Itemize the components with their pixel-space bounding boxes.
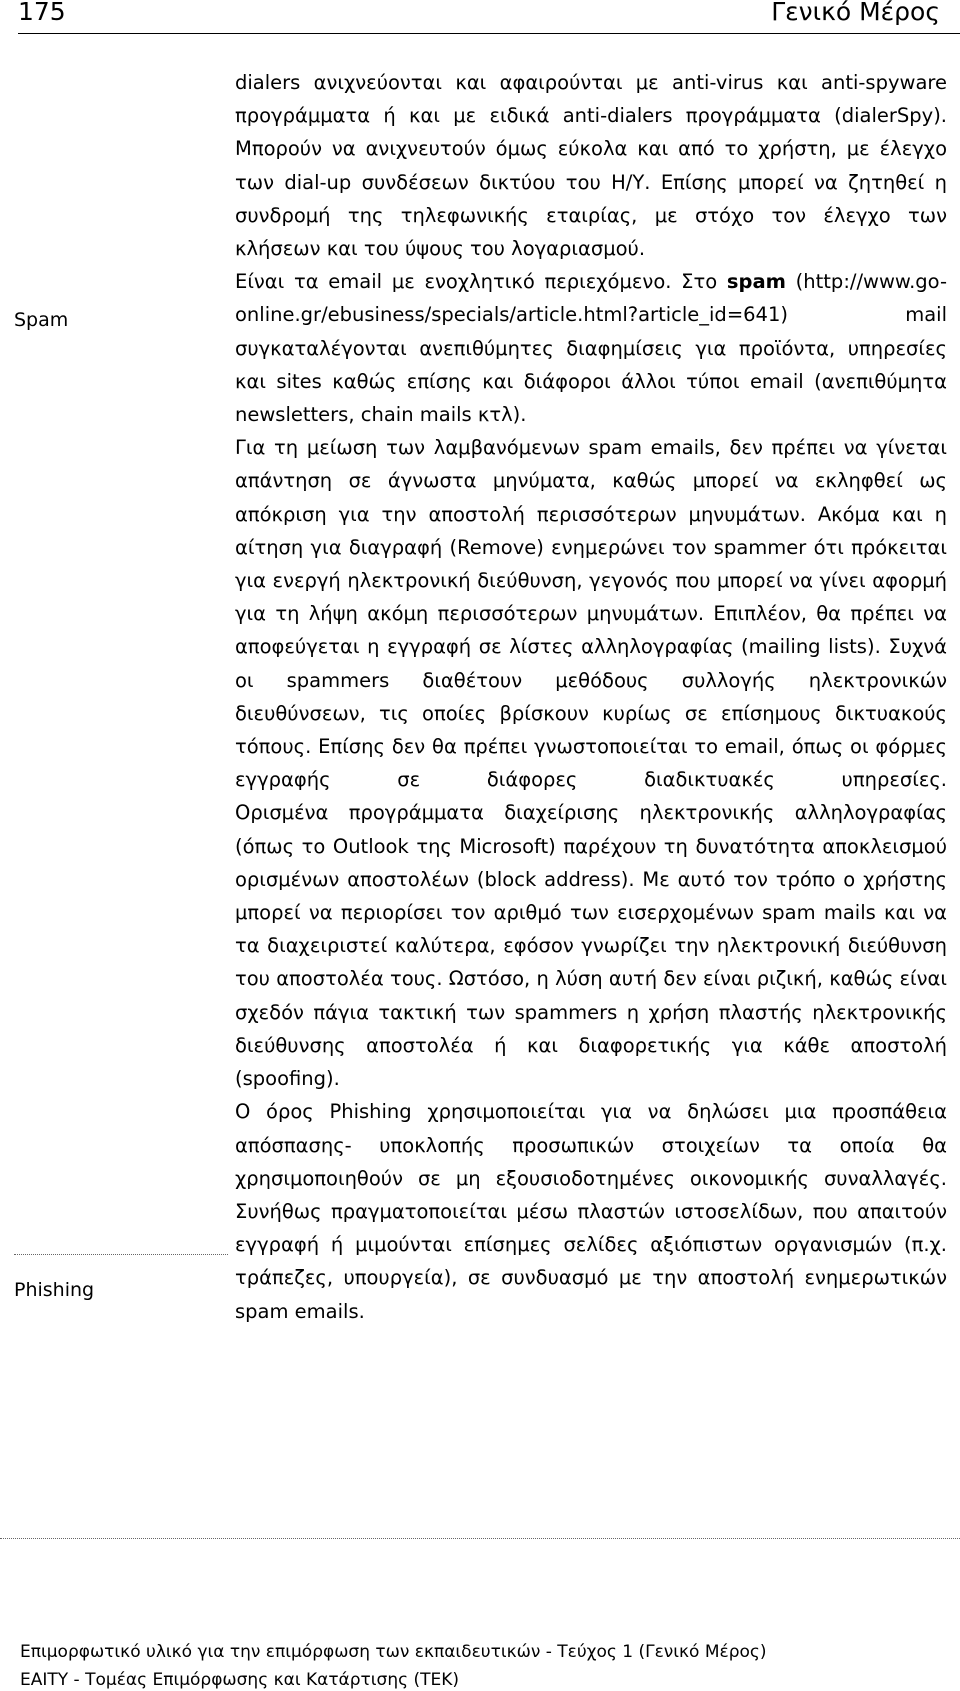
margin-label-spam: Spam <box>14 309 69 331</box>
page-number: 175 <box>18 0 66 26</box>
running-head: Γενικό Μέρος <box>771 0 940 26</box>
paragraph-spam-definition <box>235 265 947 431</box>
paragraph-spam-advice: Για τη μείωση των λαμβανόμενων spam emails, δεν πρέπει να γίνεται απάντηση σε άγνωστα μηνύματα, καθώς μπορεί να εκληφθεί ως απόκριση για την αποστολή περισσότερων μηνυμάτων. Ακόμα και η αίτηση για διαγραφή (Remove) ενημερώνει τον spammer ότι πρόκειται για ενεργή ηλεκτρονική διεύθυνση, γεγονός που μπορεί να γίνει αφορμή για τη λήψη ακόμη περισσότερων μηνυμάτων. Επιπλέον, θα πρέπει να αποφεύγεται η εγγραφή σε λίστες αλληλογραφίας (mailing lists). Συχνά οι spammers διαθέτουν μεθόδους συλλογής ηλεκτρονικών διευθύνσεων, τις οποίες βρίσκουν κυρίως σε επίσημους δικτυακούς τόπους. Επίσης δεν θα πρέπει γνωστοποιείται το email, όπως οι φόρμες εγγραφής σε διάφορες διαδικτυακές υπηρεσίες. <box>235 436 947 792</box>
paragraph-dialers: dialers ανιχνεύονται και αφαιρούνται με anti-virus και anti-spyware προγράμματα ή και με ειδικά anti-dialers προγράμματα (dialerSpy). Μπορούν να ανιχνευτούν όμως εύκολα και από το χρήστη, με έλεγχο των dial-up συνδέσεων δικτύου του Η/Υ. Επίσης μπορεί να ζητηθεί η συνδρομή της τηλεφωνικής εταιρίας, με στόχο τον έλεγχο των κλήσεων και του ύψους του λογαριασμού. <box>235 71 947 261</box>
paragraph-spam-filtering: Ορισμένα προγράμματα διαχείρισης ηλεκτρονικής αλληλογραφίας (όπως το Outlook της Microsoft) παρέχουν τη δυνατότητα αποκλεισμού ορισμένων αποστολέων (block address). Με αυτό τον τρόπο ο χρήστης μπορεί να περιορίσει τον αριθμό των εισερχομένων spam mails και να τα διαχειριστεί καλύτερα, εφόσον γνωρίζει την ηλεκτρονική διεύθυνση του αποστολέα τους. Ωστόσο, η λύση αυτή δεν είναι ριζική, καθώς είναι σχεδόν πάγια τακτική των spammers η χρήση πλαστής ηλεκτρονικής διεύθυνσης αποστολέα ή και διαφορετικής για κάθε αποστολή (spoofing). <box>235 801 947 1091</box>
footer-rule <box>0 1538 960 1539</box>
spam-intro-text: Είναι τα email με ενοχλητικό περιεχόμενο. Στο <box>235 270 727 294</box>
margin-divider <box>14 1254 228 1255</box>
header-rule <box>18 33 960 34</box>
spam-term: spam <box>726 270 786 294</box>
paragraph-phishing: Ο όρος Phishing χρησιμοποιείται για να δηλώσει μια προσπάθεια απόσπασης- υποκλοπής προσωπικών στοιχείων τα οποία θα χρησιμοποιηθούν σε μη εξουσιοδοτημένες οικονομικής συναλλαγές. Συνήθως πραγματοποιείται μέσω πλαστών ιστοσελίδων, που απαιτούν εγγραφή ή μιμούνται επίσημες σελίδες αξιόπιστων οργανισμών (π.χ. τράπεζες, υπουργεία), σε συνδυασμό με την αποστολή ενημερωτικών spam emails. <box>235 1100 947 1323</box>
footer-line-2: ΕΑΙΤΥ - Τομέας Επιμόρφωσης και Κατάρτισης (ΤΕΚ) <box>20 1670 460 1690</box>
margin-label-phishing: Phishing <box>14 1279 95 1301</box>
body-text <box>235 66 947 1328</box>
footer-line-1: Επιμορφωτικό υλικό για την επιμόρφωση των εκπαιδευτικών - Τεύχος 1 (Γενικό Μέρος) <box>20 1642 767 1662</box>
spam-intro-continuation: (http://www.go-online.gr/ebusiness/specials/article.html?article_id=641) mail συγκαταλέγονται ανεπιθύμητες διαφημίσεις για προϊόντα, υπηρεσίες και sites καθώς επίσης και διάφοροι άλλοι τύποι email (ανεπιθύμητα newsletters, chain mails κτλ). <box>235 270 947 427</box>
